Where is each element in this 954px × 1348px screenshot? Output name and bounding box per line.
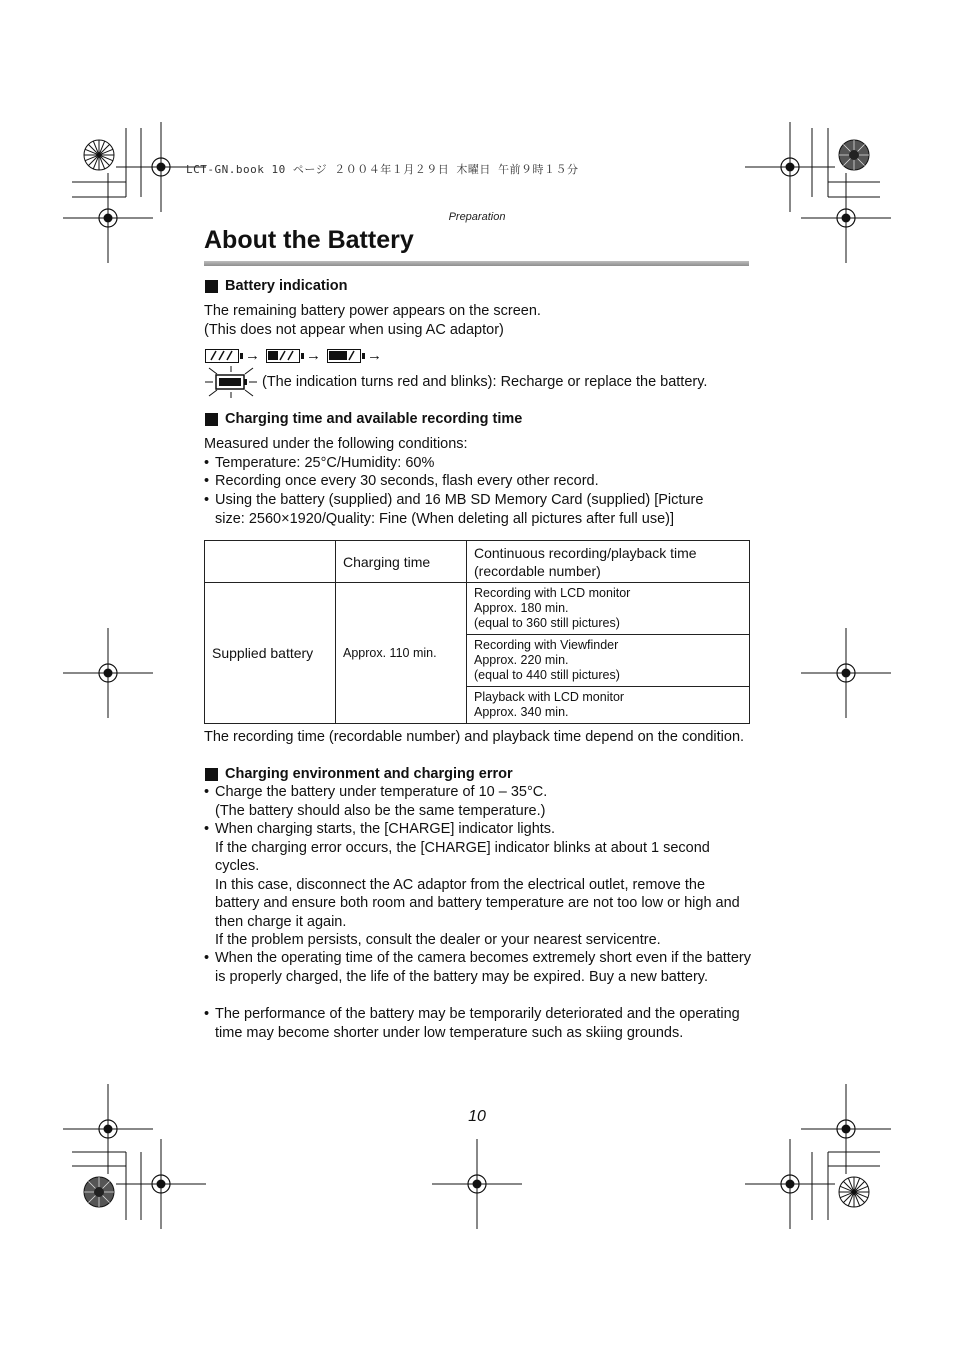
arrow-right-icon: → (306, 347, 321, 364)
charging-time-value: Approx. 110 min. (336, 583, 467, 724)
print-header: LCT-GN.book 10 ページ ２００４年１月２９日 木曜日 午前９時１５分 (186, 163, 579, 176)
battery-spec-table (204, 540, 750, 724)
conditions-intro: Measured under the following conditions: (204, 436, 468, 452)
environment-item: • Charge the battery under temperature of 10 – 35°C. (The battery should also be the same temperature.) (204, 784, 548, 819)
table-header-charging-time: Charging time (336, 541, 467, 583)
environment-item: • When charging starts, the [CHARGE] indicator lights. If the charging error occurs, the [CHARGE] indicator blinks at about 1 second cycles. In this case, disconnect the AC adaptor from the electrical outlet, remove the battery and ensure both room and battery temperature are not too low or high and then charge it again. If the problem persists, consult the dealer or your nearest servicentre. (204, 821, 740, 948)
battery-full-icon (205, 349, 239, 363)
battery-empty-row (205, 366, 707, 398)
battery-empty-blinking-icon (205, 366, 257, 398)
battery-level-sequence (205, 347, 388, 364)
battery-one-third-icon (327, 349, 361, 363)
condition-item: • Using the battery (supplied) and 16 MB SD Memory Card (supplied) [Picture size: 2560×1920/Quality: Fine (When deleting all pictures after full use)] (204, 492, 704, 527)
table-cell-lcd-recording: Recording with LCD monitor Approx. 180 min. (equal to 360 still pictures) (467, 583, 750, 635)
table-header-continuous-time: Continuous recording/playback time (recordable number) (467, 541, 750, 583)
charging-time-heading: Charging time and available recording time (205, 411, 522, 427)
page-number: 10 (468, 1108, 486, 1125)
square-bullet-icon (205, 280, 218, 293)
title-rule (204, 261, 749, 266)
arrow-right-icon: → (367, 347, 382, 364)
table-footnote: The recording time (recordable number) and playback time depend on the condition. (204, 729, 745, 745)
square-bullet-icon (205, 768, 218, 781)
page-title: About the Battery (204, 226, 414, 254)
table-cell-viewfinder-recording: Recording with Viewfinder Approx. 220 min. (equal to 440 still pictures) (467, 635, 750, 687)
battery-two-thirds-icon (266, 349, 300, 363)
square-bullet-icon (205, 413, 218, 426)
charging-environment-heading: Charging environment and charging error (205, 766, 513, 782)
row-label-supplied-battery: Supplied battery (205, 583, 336, 724)
battery-indication-text-1: The remaining battery power appears on the screen. (204, 303, 541, 319)
arrow-right-icon: → (245, 347, 260, 364)
battery-indication-text-2: (This does not appear when using AC adaptor) (204, 322, 504, 338)
condition-item: • Temperature: 25°C/Humidity: 60% (204, 455, 435, 471)
table-header-empty (205, 541, 336, 583)
condition-item: • Recording once every 30 seconds, flash every other record. (204, 473, 599, 489)
table-cell-lcd-playback: Playback with LCD monitor Approx. 340 min. (467, 687, 750, 724)
battery-empty-note: (The indication turns red and blinks): Recharge or replace the battery. (262, 374, 708, 390)
environment-item: • When the operating time of the camera becomes extremely short even if the battery is properly charged, the life of the battery may be expired. Buy a new battery. (204, 950, 751, 985)
environment-item: • The performance of the battery may be temporarily deteriorated and the operating time may become shorter under low temperature such as skiing grounds. (204, 1006, 740, 1041)
section-label: Preparation (448, 211, 506, 223)
battery-indication-heading: Battery indication (205, 278, 347, 294)
